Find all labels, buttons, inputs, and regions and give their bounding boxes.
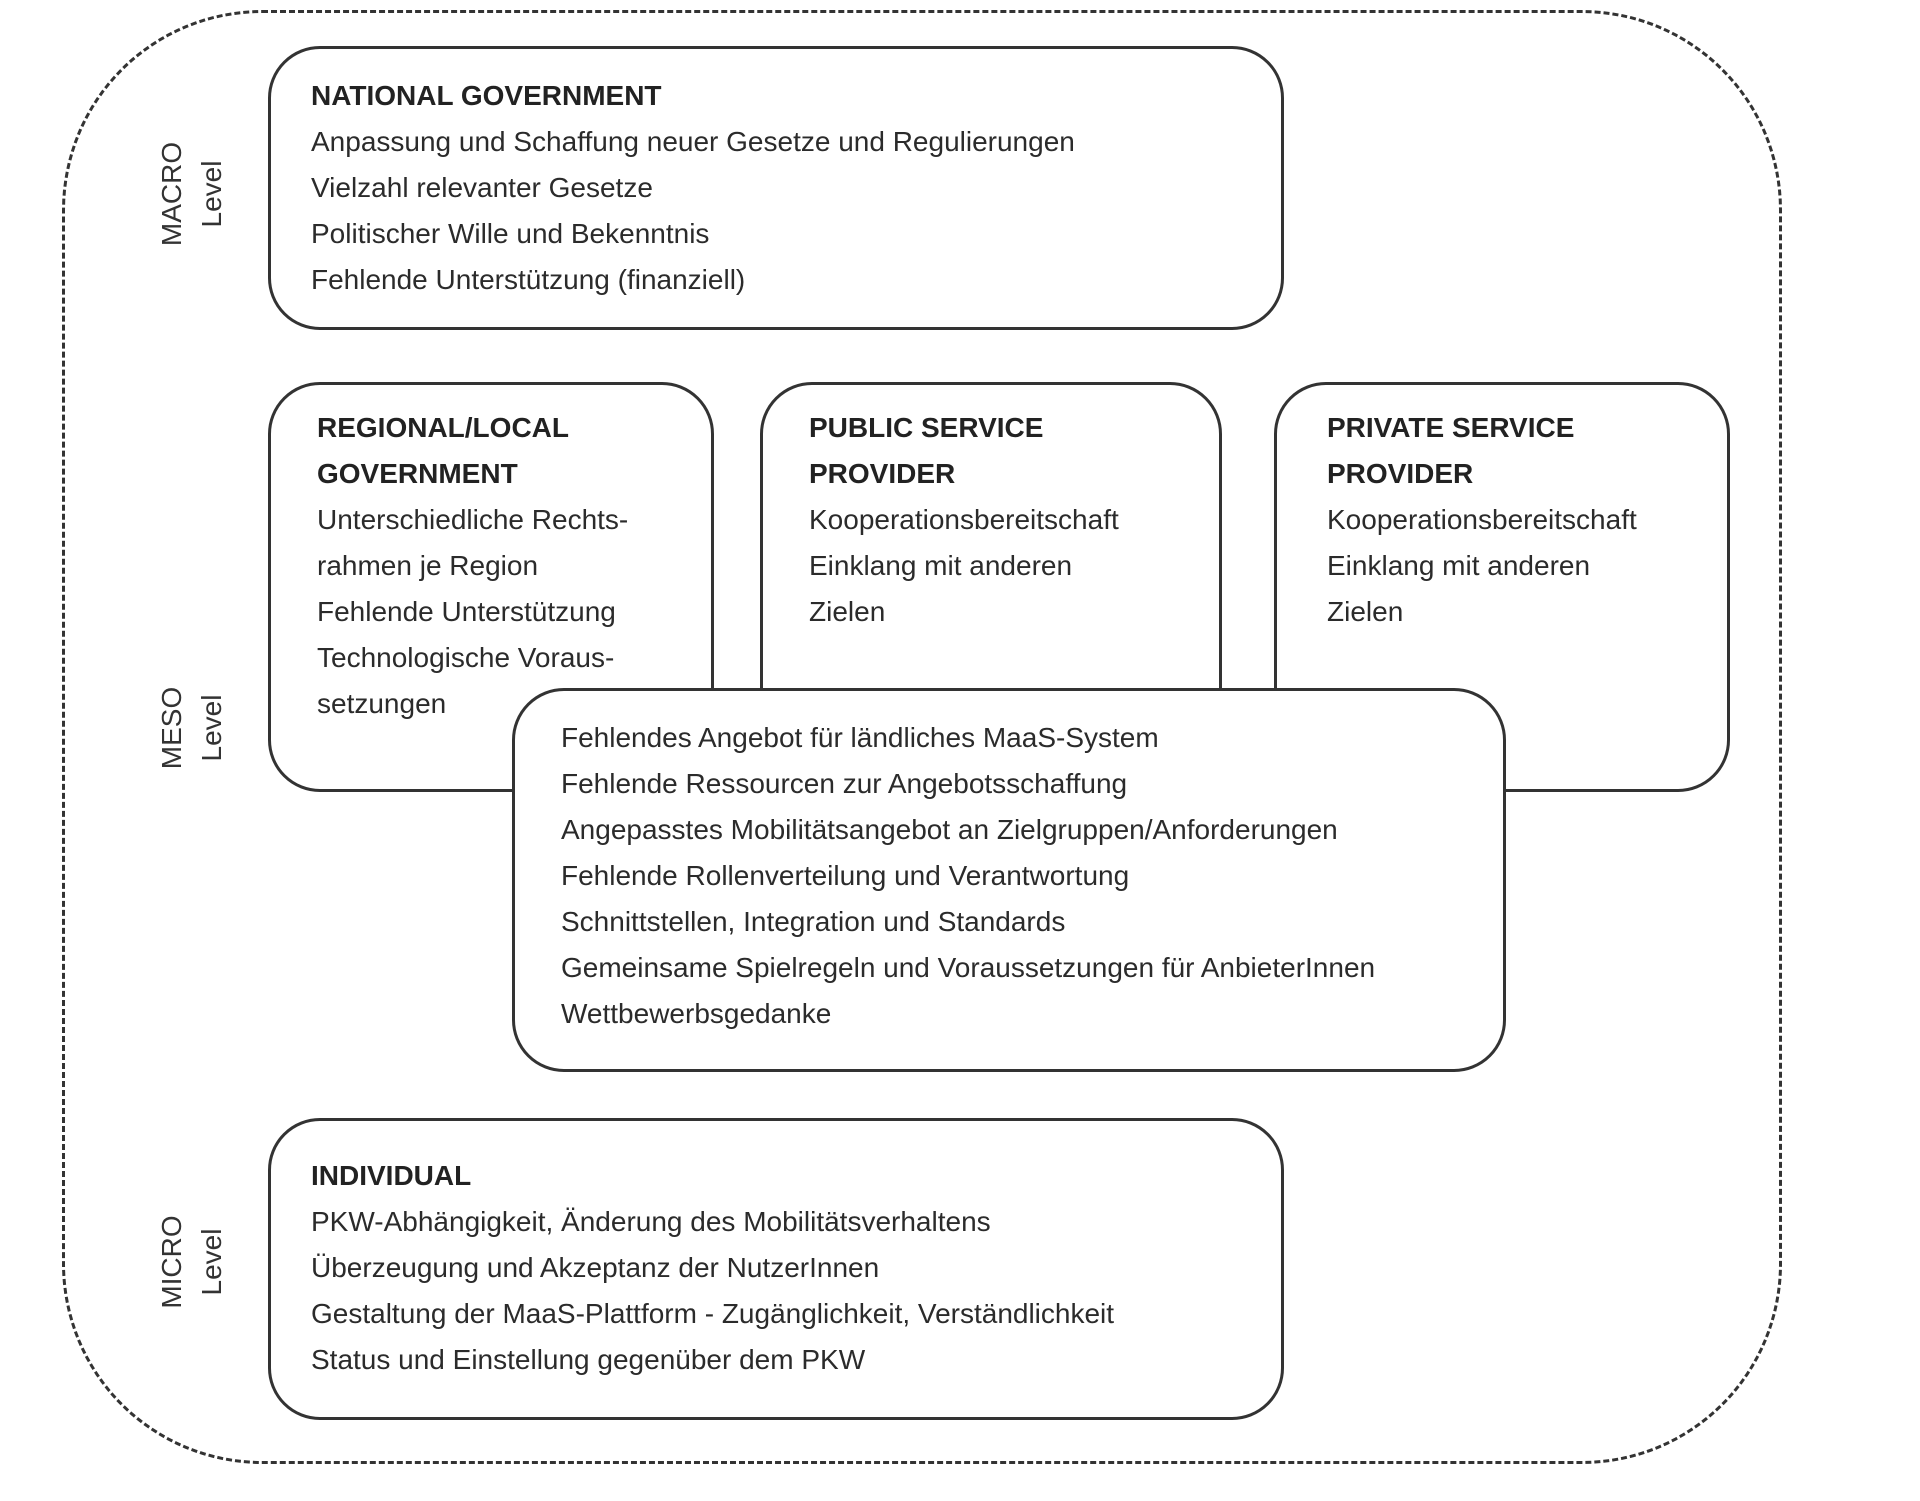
private-title-line: PROVIDER <box>1327 458 1474 489</box>
macro-level-name: MACRO <box>156 141 187 247</box>
micro-level-suffix: Level <box>196 1228 227 1296</box>
shared-item: Gemeinsame Spielregeln und Voraussetzungen für AnbieterInnen <box>561 952 1376 983</box>
shared-meso-barriers-box <box>512 688 1506 1072</box>
macro-level-suffix: Level <box>196 160 227 228</box>
national-item: Vielzahl relevanter Gesetze <box>311 172 653 203</box>
private-item: Kooperationsbereitschaft <box>1327 504 1637 535</box>
meso-level-label <box>142 628 242 828</box>
shared-item: Angepasstes Mobilitätsangebot an Zielgruppen/Anforderungen <box>561 814 1338 845</box>
regional-title-line: REGIONAL/LOCAL <box>317 412 569 443</box>
micro-level-label <box>142 1162 242 1362</box>
individual-item: Überzeugung und Akzeptanz der NutzerInnen <box>311 1252 880 1283</box>
private-item: Einklang mit anderen <box>1327 550 1591 581</box>
regional-title-line: GOVERNMENT <box>317 458 518 489</box>
private-title-line: PRIVATE SERVICE <box>1327 412 1575 443</box>
individual-box <box>268 1118 1284 1420</box>
regional-item: rahmen je Region <box>317 550 539 581</box>
public-item: Zielen <box>809 596 886 627</box>
national-government-title: NATIONAL GOVERNMENT <box>311 80 662 111</box>
national-item: Fehlende Unterstützung (finanziell) <box>311 264 746 295</box>
shared-item: Fehlende Rollenverteilung und Verantwortung <box>561 860 1130 891</box>
micro-level-name: MICRO <box>156 1215 187 1309</box>
shared-item: Fehlende Ressourcen zur Angebotsschaffung <box>561 768 1128 799</box>
individual-title: INDIVIDUAL <box>311 1160 472 1191</box>
regional-item: Fehlende Unterstützung <box>317 596 616 627</box>
public-title-line: PUBLIC SERVICE <box>809 412 1044 443</box>
private-item: Zielen <box>1327 596 1404 627</box>
macro-level-label <box>142 94 242 294</box>
meso-level-suffix: Level <box>196 694 227 762</box>
public-title-line: PROVIDER <box>809 458 956 489</box>
individual-item: Gestaltung der MaaS-Plattform - Zugänglichkeit, Verständlichkeit <box>311 1298 1115 1329</box>
shared-item: Fehlendes Angebot für ländliches MaaS-System <box>561 722 1159 753</box>
regional-item: Technologische Voraus- <box>317 642 615 673</box>
meso-level-name: MESO <box>156 686 187 770</box>
shared-item: Wettbewerbsgedanke <box>561 998 832 1029</box>
regional-item: setzungen <box>317 688 447 719</box>
public-item: Einklang mit anderen <box>809 550 1073 581</box>
regional-item: Unterschiedliche Rechts- <box>317 504 629 535</box>
national-item: Anpassung und Schaffung neuer Gesetze und Regulierungen <box>311 126 1075 157</box>
shared-item: Schnittstellen, Integration und Standards <box>561 906 1066 937</box>
individual-item: PKW-Abhängigkeit, Änderung des Mobilitätsverhaltens <box>311 1206 991 1237</box>
public-item: Kooperationsbereitschaft <box>809 504 1119 535</box>
national-item: Politischer Wille und Bekenntnis <box>311 218 710 249</box>
individual-item: Status und Einstellung gegenüber dem PKW <box>311 1344 866 1375</box>
national-government-box <box>268 46 1284 330</box>
